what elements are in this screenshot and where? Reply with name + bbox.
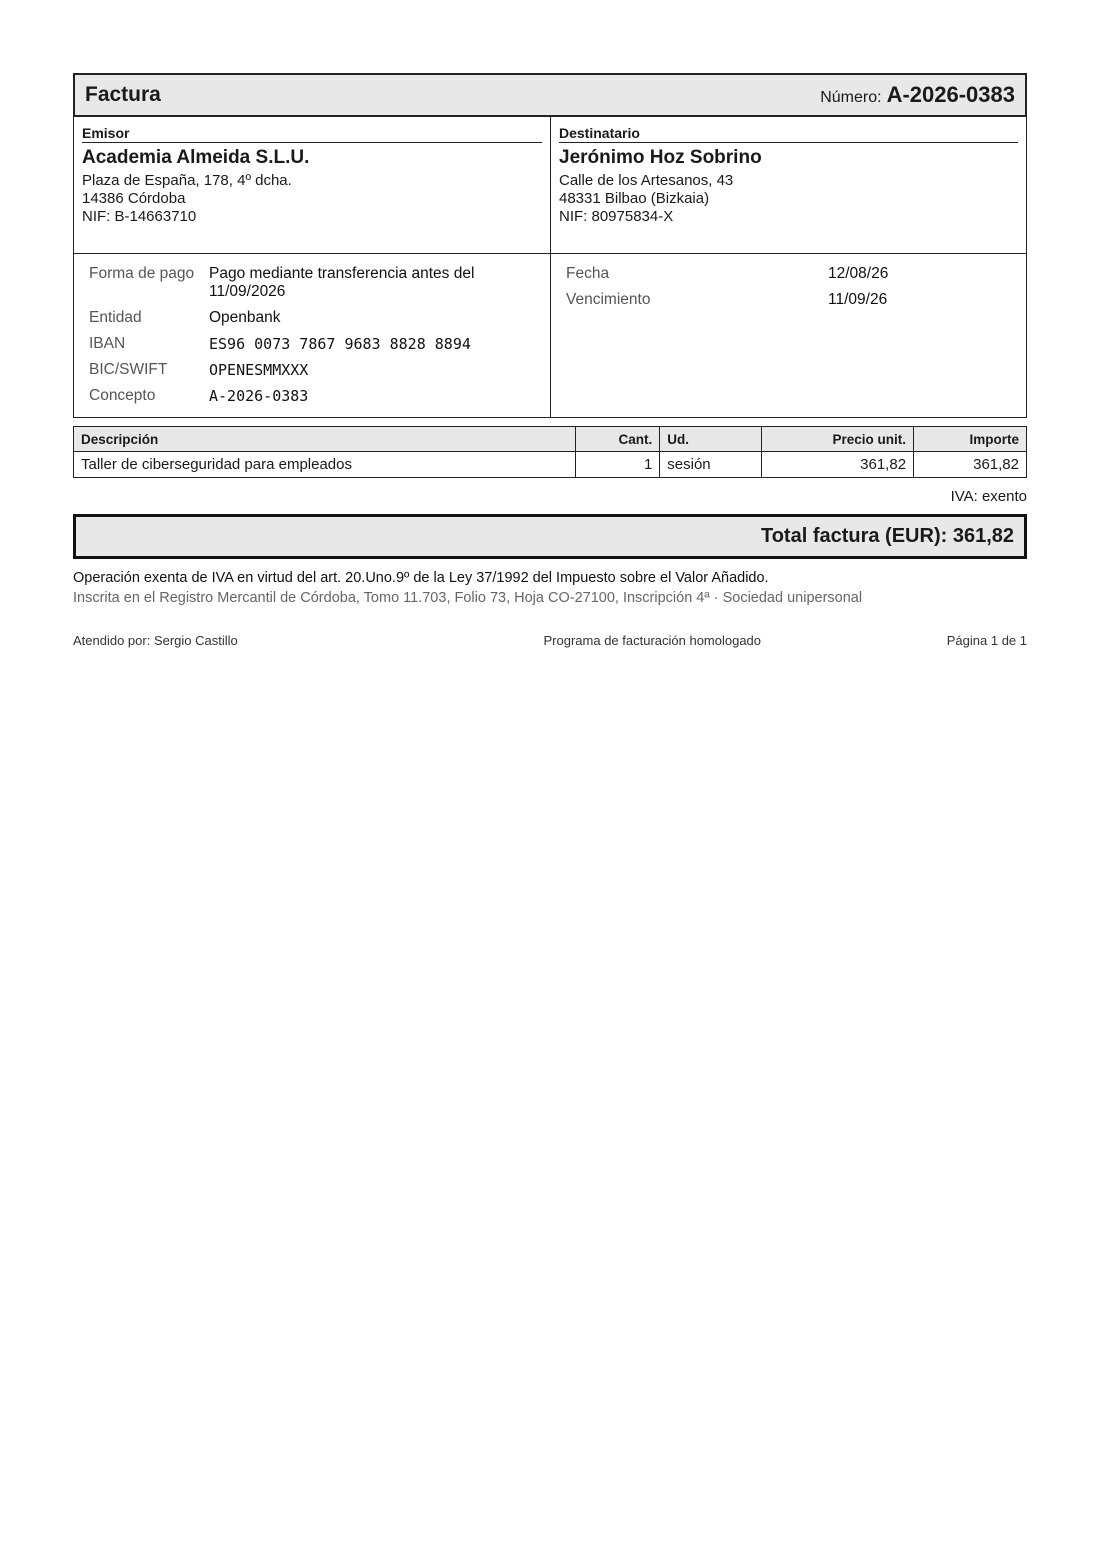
iva-status: IVA: exento	[950, 488, 1027, 505]
col-unit-header: Ud.	[660, 427, 762, 452]
page-footer	[73, 633, 1027, 648]
iban-value: ES96 0073 7867 9683 8828 8894	[209, 335, 471, 353]
total-box	[73, 514, 1027, 559]
col-unit-price-header: Precio unit.	[762, 427, 914, 452]
registry-note: Inscrita en el Registro Mercantil de Córdoba, Tomo 11.703, Folio 73, Hoja CO-27100, Inscripción 4ª · Sociedad unipersonal	[73, 590, 863, 606]
table-row	[74, 452, 1027, 478]
bic-label: BIC/SWIFT	[89, 361, 168, 378]
col-amount-header: Importe	[914, 427, 1027, 452]
item-unit-price: 361,82	[762, 452, 914, 478]
recipient-label: Destinatario	[559, 125, 1018, 143]
recipient-name: Jerónimo Hoz Sobrino	[559, 147, 762, 168]
bank-value: Openbank	[209, 309, 281, 326]
invoice-total: Total factura (EUR): 361,82	[760, 525, 1014, 547]
issuer-nif: NIF: B-14663710	[82, 208, 197, 225]
page-number: Página 1 de 1	[946, 633, 1027, 648]
issue-date-row	[566, 265, 1026, 283]
invoice-header	[73, 73, 1027, 117]
issuer-address-line2: 14386 Córdoba	[82, 190, 186, 207]
iban-label: IBAN	[89, 335, 126, 352]
concept-row	[89, 387, 550, 405]
recipient-address-line1: Calle de los Artesanos, 43	[559, 172, 734, 189]
concept-value: A-2026-0383	[209, 387, 309, 405]
dates-block	[550, 254, 1026, 417]
invoice-page	[73, 73, 1027, 648]
bic-value: OPENESMMXXX	[209, 361, 309, 379]
parties-section	[73, 117, 1027, 254]
software-note: Programa de facturación homologado	[543, 633, 762, 648]
recipient-address-line2: 48331 Bilbao (Bizkaia)	[559, 190, 710, 207]
due-date-row	[566, 291, 1026, 309]
bic-row	[89, 361, 550, 379]
issuer-address-line1: Plaza de España, 178, 4º dcha.	[82, 172, 292, 189]
bank-label: Entidad	[89, 309, 142, 326]
items-header-row	[74, 427, 1027, 452]
items-table	[73, 426, 1027, 478]
item-description: Taller de ciberseguridad para empleados	[74, 452, 576, 478]
issuer-name: Academia Almeida S.L.U.	[82, 147, 310, 168]
payment-details	[74, 254, 550, 417]
item-quantity: 1	[576, 452, 660, 478]
due-date-value: 11/09/26	[828, 291, 888, 308]
issue-date-value: 12/08/26	[828, 265, 889, 282]
recipient-block	[550, 117, 1026, 253]
item-unit: sesión	[660, 452, 762, 478]
col-description-header: Descripción	[74, 427, 576, 452]
payment-method-label: Forma de pago	[89, 265, 195, 282]
attended-by: Atendido por: Sergio Castillo	[73, 633, 238, 648]
issuer-label: Emisor	[82, 125, 542, 143]
payment-section	[73, 254, 1027, 418]
iban-row	[89, 335, 550, 353]
recipient-nif: NIF: 80975834-X	[559, 208, 674, 225]
invoice-number-label: Número:	[820, 89, 882, 106]
invoice-number-group	[820, 82, 1015, 108]
due-date-label: Vencimiento	[566, 291, 651, 308]
item-amount: 361,82	[914, 452, 1027, 478]
invoice-title: Factura	[85, 83, 161, 106]
issuer-block	[74, 117, 550, 253]
invoice-number: A-2026-0383	[886, 82, 1015, 107]
issue-date-label: Fecha	[566, 265, 610, 282]
col-quantity-header: Cant.	[576, 427, 660, 452]
concept-label: Concepto	[89, 387, 156, 404]
bank-row	[89, 309, 550, 327]
payment-method-row	[89, 265, 550, 301]
tax-exemption-note: Operación exenta de IVA en virtud del art. 20.Uno.9º de la Ley 37/1992 del Impuesto sobre el Valor Añadido.	[73, 570, 769, 586]
payment-method-value: Pago mediante transferencia antes del 11/09/2026	[209, 265, 475, 300]
